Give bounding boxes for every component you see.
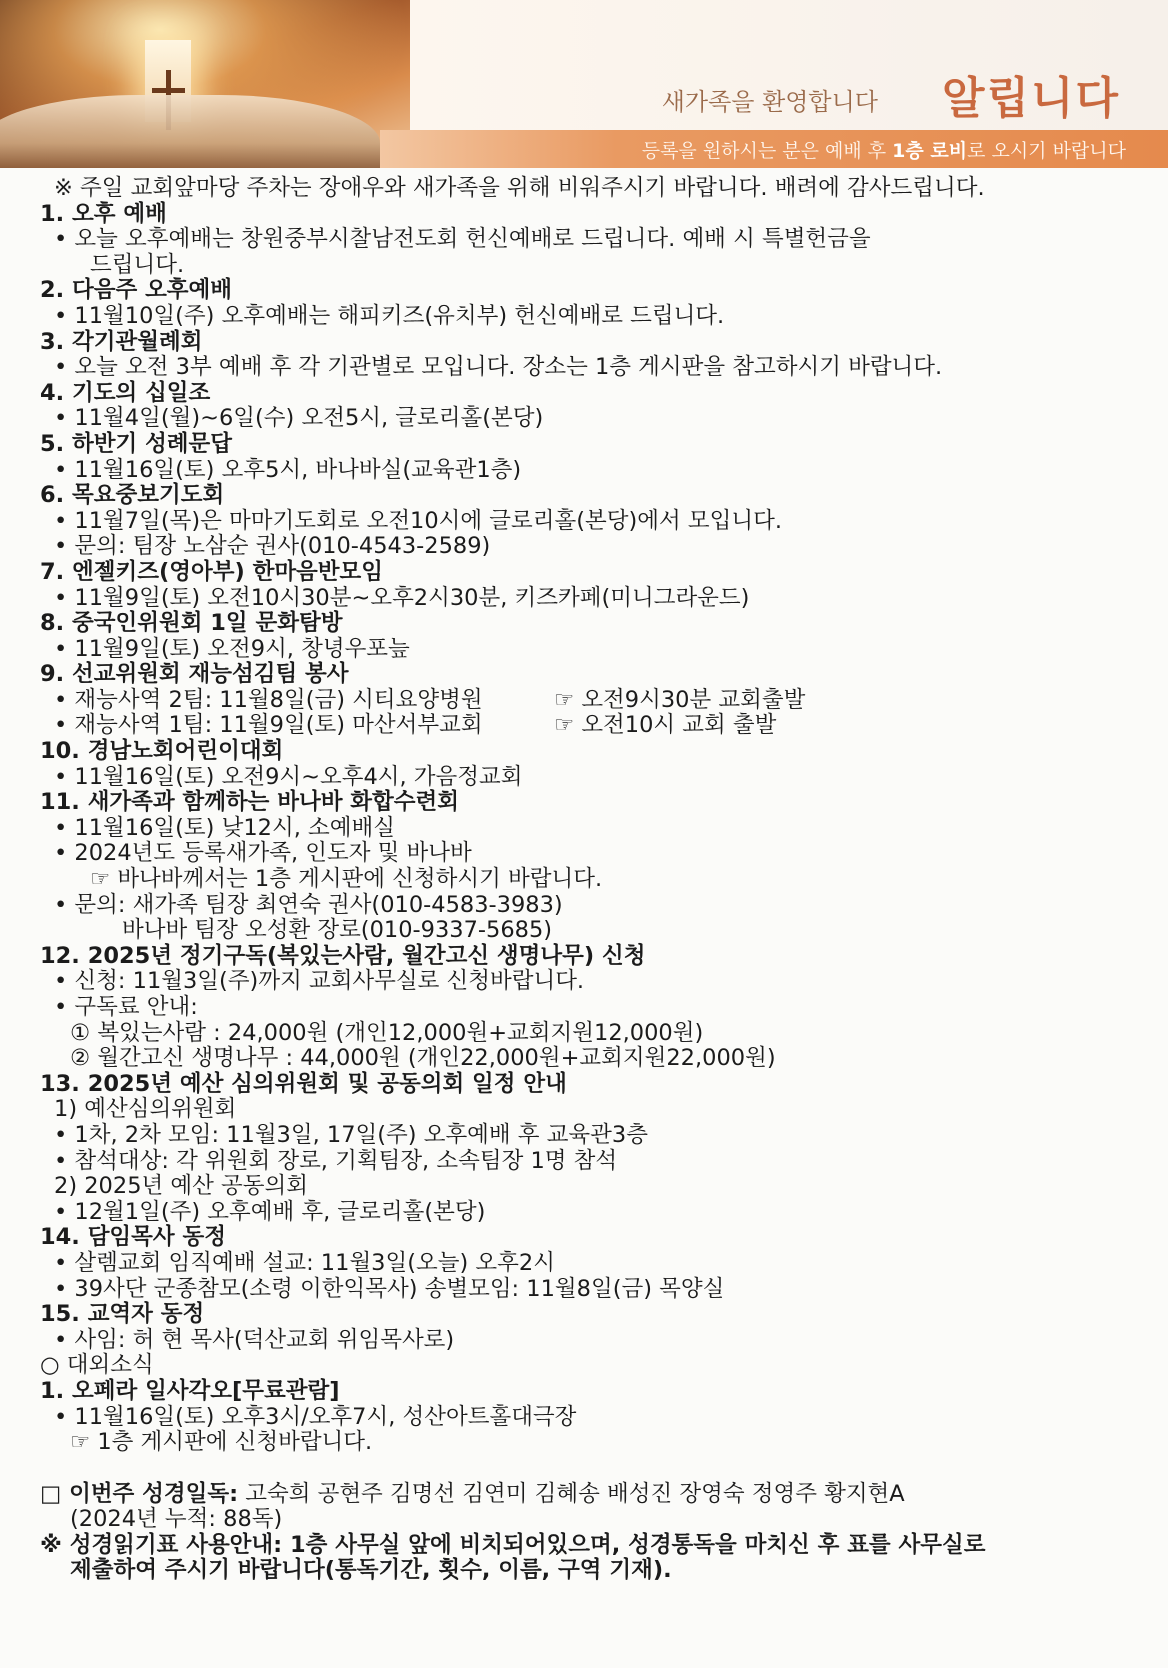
item-11-heading: 11. 새가족과 함께하는 바나바 화합수련회	[40, 789, 459, 816]
item-12-heading: 12. 2025년 정기구독(복있는사람, 월간고신 생명나무) 신청	[40, 942, 646, 969]
parking-note: ※ 주일 교회앞마당 주차는 장애우와 새가족을 위해 비워주시기 바랍니다. 배려에 감사드립니다.	[54, 175, 985, 201]
list-item: • 12월1일(주) 오후예배 후, 글로리홀(본당)	[54, 1198, 486, 1225]
item-9-heading: 9. 선교위원회 재능섬김팀 봉사	[40, 661, 349, 688]
reading-chart-note: ※ 성경읽기표 사용안내: 1층 사무실 앞에 비치되어있으며, 성경통독을 마치신 후 표를 사무실로	[40, 1531, 986, 1558]
list-item: • 39사단 군종참모(소령 이한익목사) 송별모임: 11월8일(금) 목양실	[54, 1275, 725, 1302]
list-item: ① 복있는사람 : 24,000원 (개인12,000원+교회지원12,000원)	[70, 1019, 704, 1046]
list-item: • 문의: 새가족 팀장 최연숙 권사(010-4583-3983)	[54, 891, 563, 918]
list-item: ② 월간고신 생명나무 : 44,000원 (개인22,000원+교회지원22,000원)	[70, 1045, 776, 1072]
list-item: • 오늘 오전 3부 예배 후 각 기관별로 모입니다. 장소는 1층 게시판을 참고하시기 바랍니다.	[54, 354, 943, 381]
item-3-heading: 3. 각기관월례회	[40, 328, 203, 355]
list-item: • 사임: 허 현 목사(덕산교회 위임목사로)	[54, 1326, 455, 1353]
item-10-heading: 10. 경남노회어린이대회	[40, 738, 284, 765]
item-6-heading: 6. 목요중보기도회	[40, 482, 225, 509]
item-15-heading: 15. 교역자 동정	[40, 1301, 205, 1328]
external-item-1-heading: 1. 오페라 일사각오[무료관람]	[40, 1377, 340, 1404]
list-item: • 신청: 11월3일(주)까지 교회사무실로 신청바랍니다.	[54, 968, 585, 995]
list-item: • 11월10일(주) 오후예배는 해피키즈(유치부) 헌신예배로 드립니다.	[54, 302, 725, 329]
list-item: • 11월9일(토) 오전9시, 창녕우포늪	[54, 635, 410, 662]
list-item: ☞ 바나바께서는 1층 게시판에 신청하시기 바랍니다.	[90, 866, 603, 893]
spacer	[40, 1456, 1140, 1482]
list-item: • 11월4일(월)~6일(수) 오전5시, 글로리홀(본당)	[54, 405, 544, 432]
list-item: • 살렘교회 임직예배 설교: 11월3일(오늘) 오후2시	[54, 1249, 555, 1276]
list-item: • 참석대상: 각 위원회 장로, 기획팀장, 소속팀장 1명 참석	[54, 1147, 618, 1174]
open-bible	[0, 95, 380, 168]
item-4-heading: 4. 기도의 십일조	[40, 379, 211, 406]
welcome-text: 새가족을 환영합니다	[661, 88, 878, 116]
item-2-heading: 2. 다음주 오후예배	[40, 277, 233, 304]
bible-cross-image	[0, 0, 410, 168]
item-8-heading: 8. 중국인위원회 1일 문화탐방	[40, 610, 343, 637]
list-item: • 11월16일(토) 낮12시, 소예배실	[54, 814, 395, 841]
list-item: • 오늘 오후예배는 창원중부시찰남전도회 헌신예배로 드립니다. 예배 시 특별헌금을	[54, 226, 871, 253]
item-7-heading: 7. 엔젤키즈(영아부) 한마음반모임	[40, 558, 383, 585]
list-item: 2) 2025년 예산 공동의회	[54, 1173, 308, 1200]
list-item: • 2024년도 등록새가족, 인도자 및 바나바	[54, 840, 472, 867]
list-item: • 11월16일(토) 오후3시/오후7시, 성산아트홀대극장	[54, 1403, 577, 1430]
reading-chart-note-cont: 제출하여 주시기 바랍니다(통독기간, 횟수, 이름, 구역 기재).	[70, 1557, 672, 1584]
item-1-heading: 1. 오후 예배	[40, 200, 167, 227]
item-13-heading: 13. 2025년 예산 심의위원회 및 공동의회 일정 안내	[40, 1070, 567, 1097]
header-banner	[0, 0, 1168, 168]
list-item: 바나바 팀장 오성환 장로(010-9337-5685)	[122, 917, 553, 944]
list-item: ☞ 1층 게시판에 신청바랍니다.	[70, 1429, 373, 1456]
list-item: 드립니다.	[90, 251, 185, 278]
bible-reading-line: □ 이번주 성경일독: 고숙희 공현주 김명선 김연미 김혜송 배성진 장영숙 정영주 황지현A	[40, 1480, 905, 1507]
list-item: 1) 예산심의위원회	[54, 1096, 237, 1123]
list-item: • 11월7일(목)은 마마기도회로 오전10시에 글로리홀(본당)에서 모입니다.	[54, 507, 782, 534]
registration-text: 등록을 원하시는 분은 예배 후 1층 로비로 오시기 바랍니다	[641, 140, 1126, 162]
item-5-heading: 5. 하반기 성례문답	[40, 430, 233, 457]
list-item: • 11월16일(토) 오후5시, 바나바실(교육관1층)	[54, 456, 522, 483]
item-14-heading: 14. 담임목사 동정	[40, 1224, 226, 1251]
page-title: 알립니다	[941, 73, 1120, 124]
list-item: • 11월9일(토) 오전10시30분~오후2시30분, 키즈카페(미니그라운드)	[54, 584, 750, 611]
list-item: • 11월16일(토) 오전9시~오후4시, 가음정교회	[54, 763, 523, 790]
list-item: • 재능사역 1팀: 11월9일(토) 마산서부교회 ☞ 오전10시 교회 출발	[54, 712, 777, 739]
notice-body	[40, 176, 1140, 1584]
bible-reading-total: (2024년 누적: 88독)	[70, 1506, 283, 1533]
list-item: • 구독료 안내:	[54, 994, 198, 1020]
list-item: • 문의: 팀장 노삼순 권사(010-4543-2589)	[54, 533, 491, 560]
external-news-heading: ○ 대외소식	[40, 1352, 154, 1379]
cross-bar	[152, 88, 185, 93]
list-item: • 1차, 2차 모임: 11월3일, 17일(주) 오후예배 후 교육관3층	[54, 1121, 648, 1148]
list-item: • 재능사역 2팀: 11월8일(금) 시티요양병원 ☞ 오전9시30분 교회출발	[54, 686, 806, 713]
